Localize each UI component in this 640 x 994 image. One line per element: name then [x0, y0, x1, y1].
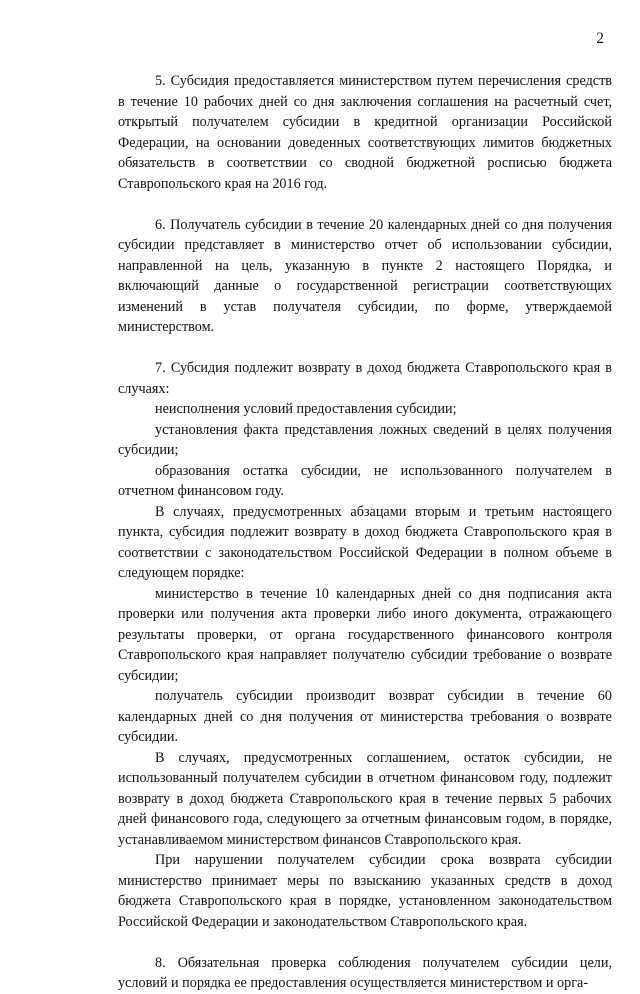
paragraph-clause-7-case-2: установления факта представления ложных сведений в целях получения субсидии; — [118, 421, 612, 458]
paragraph-clause-6: 6. Получатель субсидии в течение 20 календарных дней со дня получения субсидии представляет в министерство отчет об использовании субсидии, направленной на цель, указанную в пункте 2 настоящего Порядка, и включающий данные о государственной регистрации соответствующих изменений в устав получателя субсидии, по форме, утверждаемой министерством. — [118, 216, 612, 335]
paragraph-ministry-demand: министерство в течение 10 календарных дней со дня подписания акта проверки или получения акта проверки либо иного документа, отражающего результаты проверки, от органа государственного финансового контроля Ставропольского края направляет получателю субсидии требование о возврате субсидии; — [118, 585, 612, 684]
paragraph-clause-5: 5. Субсидия предоставляется министерством путем перечисления средств в течение 10 рабочих дней со дня заключения соглашения на расчетный счет, открытый получателем субсидии в кредитной организации Российской Федерации, на основании доведенных соответствующих лимитов бюджетных обязательств в соответствии со сводной бюджетной росписью бюджета Ставропольского края на 2016 год. — [118, 73, 612, 192]
document-body — [118, 71, 612, 994]
paragraph-clause-8: 8. Обязательная проверка соблюдения получателем субсидии цели, условий и порядка ее предоставления осуществляется министерством и орга- — [118, 954, 612, 991]
paragraph-clause-7-case-1: неисполнения условий предоставления субсидии; — [155, 401, 457, 417]
paragraph-clause-7: 7. Субсидия подлежит возврату в доход бюджета Ставропольского края в случаях: — [118, 360, 612, 397]
paragraph-clause-7-case-3: образования остатка субсидии, не использованного получателем в отчетном финансовом году. — [118, 462, 612, 499]
paragraph-balance-return: В случаях, предусмотренных соглашением, остаток субсидии, не использованный получателем субсидии в отчетном финансовом году, подлежит возврату в доход бюджета Ставропольского края в течение первых 5 рабочих дней финансового года, следующего за отчетным финансовым годом, в порядке, устанавливаемом министерством финансов Ставропольского края. — [118, 749, 612, 848]
paragraph-recipient-return: получатель субсидии производит возврат субсидии в течение 60 календарных дней со дня получения от министерства требования о возврате субсидии. — [118, 688, 612, 745]
paragraph-return-procedure: В случаях, предусмотренных абзацами вторым и третьим настоящего пункта, субсидия подлежит возврату в доход бюджета Ставропольского края в соответствии с законодательством Российской Федерации в полном объеме в следующем порядке: — [118, 503, 612, 581]
paragraph-violation-measures: При нарушении получателем субсидии срока возврата субсидии министерство принимает меры по взысканию указанных средств в доход бюджета Ставропольского края в порядке, установленном законодательством Российской Федерации и законодательством Ставропольского края. — [118, 852, 612, 930]
page-number: 2 — [596, 30, 604, 47]
